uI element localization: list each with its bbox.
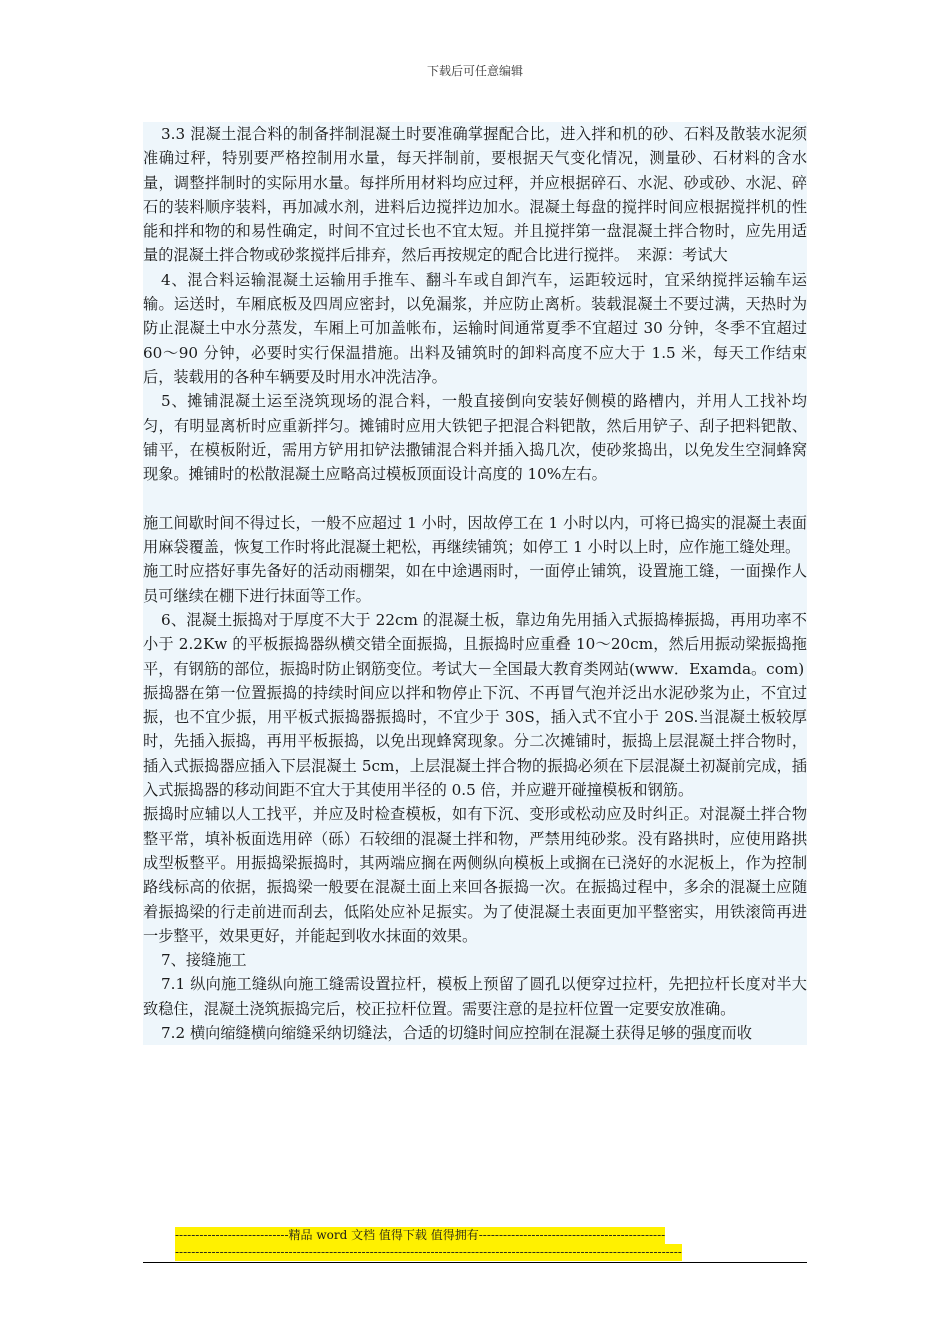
paragraph-5-spreading: 5、摊铺混凝土运至浇筑现场的混合料，一般直接倒向安装好侧模的路槽内，并用人工找补均匀，有明显离析时应重新拌匀。摊铺时应用大铁钯子把混合料钯散，然后用铲子、刮子把料钯散、铺平，在模板附近，需用方铲用扣铲法撒铺混合料并插入捣几次，使砂浆捣出，以免发生空洞蜂窝现象。摊铺时的松散混凝土应略高过模板顶面设计高度的 10%左右。 (143, 392, 807, 484)
footer-banner (175, 1227, 775, 1261)
footer-banner-line-2: ----------------------------------------------------------------------------------------------------------------------------- (175, 1245, 682, 1259)
page-header: 下载后可任意编辑 (426, 64, 523, 78)
footer-divider (143, 1262, 807, 1263)
paragraph-7-2-transverse-joint: 7.2 横向缩缝横向缩缝采纳切缝法，合适的切缝时间应控制在混凝土获得足够的强度而收 (161, 1023, 752, 1042)
paragraph-leveling: 振捣时应辅以人工找平，并应及时检查模板，如有下沉、变形或松动应及时纠正。对混凝土拌合物整平常，填补板面选用碎（砾）石较细的混凝土拌和物，严禁用纯砂浆。没有路拱时，应使用路拱成型板整平。用振捣梁振捣时，其两端应搁在两侧纵向模板上或搁在已浇好的水泥板上，作为控制路线标高的依据，振捣梁一般要在混凝土面上来回各振捣一次。在振捣过程中，多余的混凝土应随着振捣梁的行走前进而刮去，低陷处应补足振实。为了使混凝土表面更加平整密实，用铁滚筒再进一步整平，效果更好，并能起到收水抹面的效果。 (143, 805, 807, 945)
footer-banner-line-1: ----------------------------精品 word 文档 值得下载 值得拥有---------------------------------------------- (175, 1228, 666, 1242)
paragraph-rain-shelter: 施工时应搭好事先备好的活动雨棚架，如在中途遇雨时，一面停止铺筑，设置施工缝，一面操作人员可继续在棚下进行抹面等工作。 (143, 562, 807, 605)
blank-line (143, 486, 807, 510)
heading-7-joint-construction: 7、接缝施工 (161, 951, 247, 970)
paragraph-construction-interval: 施工间歇时间不得过长，一般不应超过 1 小时，因故停工在 1 小时以内，可将已捣实的混凝土表面用麻袋覆盖，恢复工作时将此混凝土耙松，再继续铺筑；如停工 1 小时以上时，应作施工缝处理。 (143, 513, 807, 557)
document-body (143, 122, 807, 1045)
paragraph-3-3-mixing: 3.3 混凝土混合料的制备拌制混凝土时要准确掌握配合比，进入拌和机的砂、石料及散装水泥须准确过秤，特别要严格控制用水量，每天拌制前，要根据天气变化情况，测量砂、石材料的含水量，调整拌制时的实际用水量。每拌所用材料均应过秤，并应根据碎石、水泥、砂或砂、水泥、碎石的装料顺序装料，再加减水剂，进料后边搅拌边加水。混凝土每盘的搅拌时间应根据搅拌机的性能和拌和物的和易性确定，时间不宜过长也不宜太短。并且搅拌第一盘混凝土拌合物时，应先用适量的混凝土拌合物或砂浆搅拌后排弃，然后再按规定的配合比进行搅拌。 来源：考试大 (143, 125, 807, 265)
paragraph-6-vibration: 6、混凝土振捣对于厚度不大于 22cm 的混凝土板，靠边角先用插入式振捣棒振捣，再用功率不小于 2.2Kw 的平板振捣器纵横交错全面振捣，且振捣时应重叠 10～20cm，然后用振动梁振捣拖平，有钢筋的部位，振捣时防止钢筋变位。考试大－全国最大教育类网站(www．Examda。com) (143, 610, 807, 678)
paragraph-7-1-longitudinal-joint: 7.1 纵向施工缝纵向施工缝需设置拉杆，模板上预留了圆孔以便穿过拉杆，先把拉杆长度对半大致稳住，混凝土浇筑振捣完后，校正拉杆位置。需要注意的是拉杆位置一定要安放准确。 (143, 975, 807, 1018)
paragraph-4-transport: 4、混合料运输混凝土运输用手推车、翻斗车或自卸汽车，运距较远时，宜采纳搅拌运输车运输。运送时，车厢底板及四周应密封，以免漏浆，并应防止离析。装载混凝土不要过满，天热时为防止混凝土中水分蒸发，车厢上可加盖帐布，运输时间通常夏季不宜超过 30 分钟，冬季不宜超过 60～90 分钟，必要时实行保温措施。出料及铺筑时的卸料高度不应大于 1.5 米，每天工作结束后，装载用的各种车辆要及时用水冲洗洁净。 (143, 270, 807, 386)
paragraph-vibrator-duration: 振捣器在第一位置振捣的持续时间应以拌和物停止下沉、不再冒气泡并泛出水泥砂浆为止，不宜过振，也不宜少振，用平板式振捣器振捣时，不宜少于 30S，插入式不宜小于 20S.当混凝土板较厚时，先插入振捣，再用平板振捣，以免出现蜂窝现象。分二次摊铺时，振捣上层混凝土拌合物时，插入式振捣器应插入下层混凝土 5cm，上层混凝土拌合物的振捣必须在下层混凝土初凝前完成，插入式振捣器的移动间距不宜大于其使用半径的 0.5 倍，并应避开碰撞模板和钢筋。 (143, 683, 807, 800)
